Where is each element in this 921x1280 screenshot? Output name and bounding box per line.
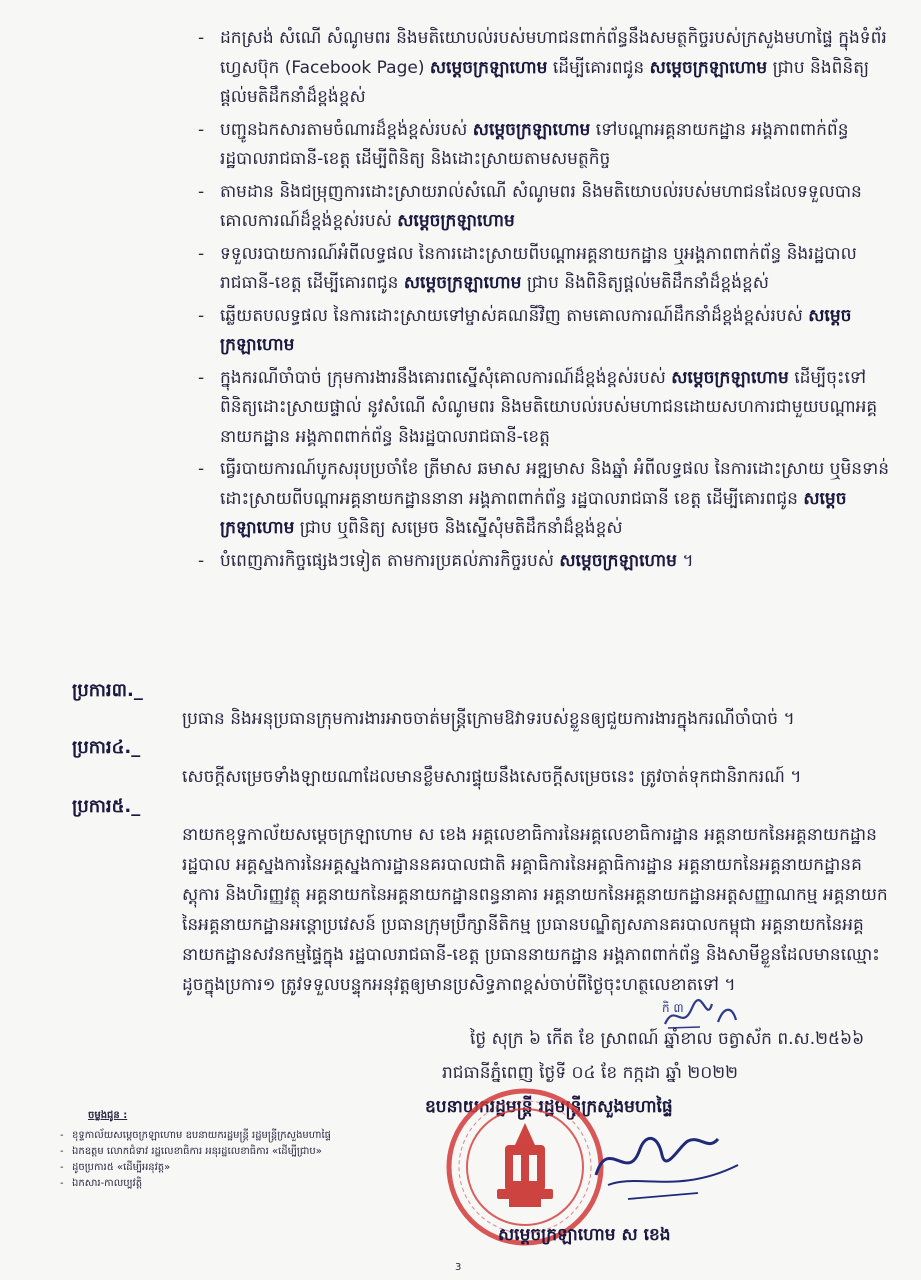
list-item: - ឯកឧត្តម លោកជំទាវ រដ្ឋលេខាធិការ អនុរដ្ឋលេខាធិការ «ដើម្បីជ្រាប»: [60, 1144, 360, 1160]
article-3-label: ប្រការ៣._: [72, 680, 143, 701]
solar-date: រាជធានីភ្នំពេញ ថ្ងៃទី ០៤ ខែ កក្កដា ឆ្នាំ ២០២២: [442, 1063, 738, 1083]
recipients-heading: ចម្លងជូន :: [88, 1110, 128, 1121]
list-item: - បញ្ជូនឯកសារតាមចំណារដ៏ខ្ពង់ខ្ពស់របស់ សម្ដេចក្រឡាហោម ទៅបណ្ដាអគ្គនាយកដ្ឋាន អង្គភាពពាក់ព័ន្ធ រដ្ឋបាលរាជធានី-ខេត្ត ដើម្បីពិនិត្យ និងដោះស្រាយតាមសមត្ថកិច្ច: [196, 116, 896, 175]
article-4-label: ប្រការ៤._: [72, 737, 141, 758]
page-number: 3: [455, 1262, 462, 1273]
handwritten-mark-text: កិ ៣: [662, 1001, 684, 1015]
list-item: - ដូចប្រការ៥ «ដើម្បីអនុវត្ត»: [60, 1160, 360, 1176]
signature-icon: [588, 1115, 748, 1205]
list-item: - ក្នុងករណីចាំបាច់ ក្រុមការងារនឹងគោរពស្នើសុំគោលការណ៍ដ៏ខ្ពង់ខ្ពស់របស់ សម្ដេចក្រឡាហោម ដើម្បីចុះទៅពិនិត្យដោះស្រាយផ្ទាល់ នូវសំណើ សំណូមពរ និងមតិយោបល់របស់មហាជនដោយសហការជាមួយបណ្ដាអគ្គនាយកដ្ឋាន អង្គភាពពាក់ព័ន្ធ និងរដ្ឋបាលរាជធានី-ខេត្ត: [196, 364, 896, 453]
article-5-label: ប្រការ៥._: [72, 796, 141, 817]
list-item: - ឆ្លើយតបលទ្ធផល នៃការដោះស្រាយទៅម្ចាស់គណនីវិញ តាមគោលការណ៍ដឹកនាំដ៏ខ្ពង់ខ្ពស់របស់ សម្ដេចក្រឡាហោម: [196, 302, 896, 361]
duties-list: [196, 24, 896, 579]
list-item: - ឯកសារ-កាលប្បវត្តិ: [60, 1176, 360, 1192]
article-3-text: ប្រធាន និងអនុប្រធានក្រុមការងារអាចចាត់មន្ត្រីក្រោមឱវាទរបស់ខ្លួនឲ្យជួយការងារក្នុងករណីចាំបាច់ ។: [182, 709, 795, 729]
signatory-name: សម្ដេចក្រឡាហោម ស ខេង: [498, 1225, 671, 1245]
article-5-text: នាយកខុទ្ទកាល័យសម្ដេចក្រឡាហោម ស ខេង អគ្គលេខាធិការនៃអគ្គលេខាធិការដ្ឋាន អគ្គនាយកនៃអគ្គនាយកដ្ឋានរដ្ឋបាល អគ្គស្នងការនៃអគ្គស្នងការដ្ឋាននគរបាលជាតិ អគ្គាធិការនៃអគ្គាធិការដ្ឋាន អគ្គនាយកនៃអគ្គនាយកដ្ឋានគស្តុការ និងហិរញ្ញវត្ថុ អគ្គនាយកនៃអគ្គនាយកដ្ឋានពន្ធនាគារ អគ្គនាយកនៃអគ្គនាយកដ្ឋានអត្តសញ្ញាណកម្ម អគ្គនាយកនៃអគ្គនាយកដ្ឋានអន្តោប្រវេសន៍ ប្រធានក្រុមប្រឹក្សានីតិកម្ម ប្រធានបណ្ឌិត្យសភានគរបាលកម្ពុជា អគ្គនាយកនៃអគ្គនាយកដ្ឋានសវនកម្មផ្ទៃក្នុង រដ្ឋបាលរាជធានី-ខេត្ត ប្រធាននាយកដ្ឋាន អង្គភាពពាក់ព័ន្ធ និងសាមីខ្លួនដែលមានឈ្មោះដូចក្នុងប្រការ១ ត្រូវទទួលបន្ទុកអនុវត្តឲ្យមានប្រសិទ្ធភាពខ្ពស់ចាប់ពីថ្ងៃចុះហត្ថលេខាតទៅ ។: [182, 825, 888, 995]
list-item: - ធ្វើរបាយការណ៍បូកសរុបប្រចាំខែ ត្រីមាស ឆមាស អឌ្ឍមាស និងឆ្នាំ អំពីលទ្ធផល នៃការដោះស្រាយ ឬមិនទាន់ដោះស្រាយពីបណ្ដាអគ្គនាយកដ្ឋាននានា អង្គភាពពាក់ព័ន្ធ រដ្ឋបាលរាជធានី ខេត្ត ដើម្បីគោរពជូន សម្ដេចក្រឡាហោម ជ្រាប ឬពិនិត្យ សម្រេច និងស្នើសុំមតិដឹកនាំដ៏ខ្ពង់ខ្ពស់: [196, 455, 896, 544]
article-4-text: សេចក្ដីសម្រេចទាំងឡាយណាដែលមានខ្លឹមសារផ្ទុយនឹងសេចក្ដីសម្រេចនេះ ត្រូវចាត់ទុកជានិរាករណ៍ ។: [182, 767, 802, 787]
list-item: - ដកស្រង់ សំណើ សំណូមពរ និងមតិយោបល់របស់មហាជនពាក់ព័ន្ធនឹងសមត្ថកិច្ចរបស់ក្រសួងមហាផ្ទៃ ក្នុងទំព័រហ្វេសប៊ុក (Facebook Page) សម្ដេចក្រឡាហោម ដើម្បីគោរពជូន សម្ដេចក្រឡាហោម ជ្រាប និងពិនិត្យផ្ដល់មតិដឹកនាំដ៏ខ្ពង់ខ្ពស់: [196, 24, 896, 113]
lunar-date: ថ្ងៃ សុក្រ ៦ កើត ខែ ស្រាពណ៍ ឆ្នាំខាល ចត្វាស័ក ព.ស.២៥៦៦: [470, 1029, 865, 1049]
list-item: - បំពេញភារកិច្ចផ្សេងៗទៀត តាមការប្រគល់ភារកិច្ចរបស់ សម្ដេចក្រឡាហោម ។: [196, 547, 896, 577]
list-item: - ទទួលរបាយការណ៍អំពីលទ្ធផល នៃការដោះស្រាយពីបណ្ដាអគ្គនាយកដ្ឋាន ឬអង្គភាពពាក់ព័ន្ធ និងរដ្ឋបាលរាជធានី-ខេត្ត ដើម្បីគោរពជូន សម្ដេចក្រឡាហោម ជ្រាប និងពិនិត្យផ្ដល់មតិដឹកនាំដ៏ខ្ពង់ខ្ពស់: [196, 240, 896, 299]
list-item: - តាមដាន និងជម្រុញការដោះស្រាយរាល់សំណើ សំណូមពរ និងមតិយោបល់របស់មហាជនដែលទទួលបានគោលការណ៍ដ៏ខ្ពង់ខ្ពស់របស់ សម្ដេចក្រឡាហោម: [196, 178, 896, 237]
list-item: - ខុទ្ទកាល័យសម្ដេចក្រឡាហោម ឧបនាយករដ្ឋមន្ត្រី រដ្ឋមន្ត្រីក្រសួងមហាផ្ទៃ: [60, 1128, 360, 1144]
signatory-title: ឧបនាយករដ្ឋមន្ត្រី រដ្ឋមន្ត្រីក្រសួងមហាផ្ទៃ: [425, 1097, 673, 1117]
copy-recipients: [60, 1108, 360, 1192]
